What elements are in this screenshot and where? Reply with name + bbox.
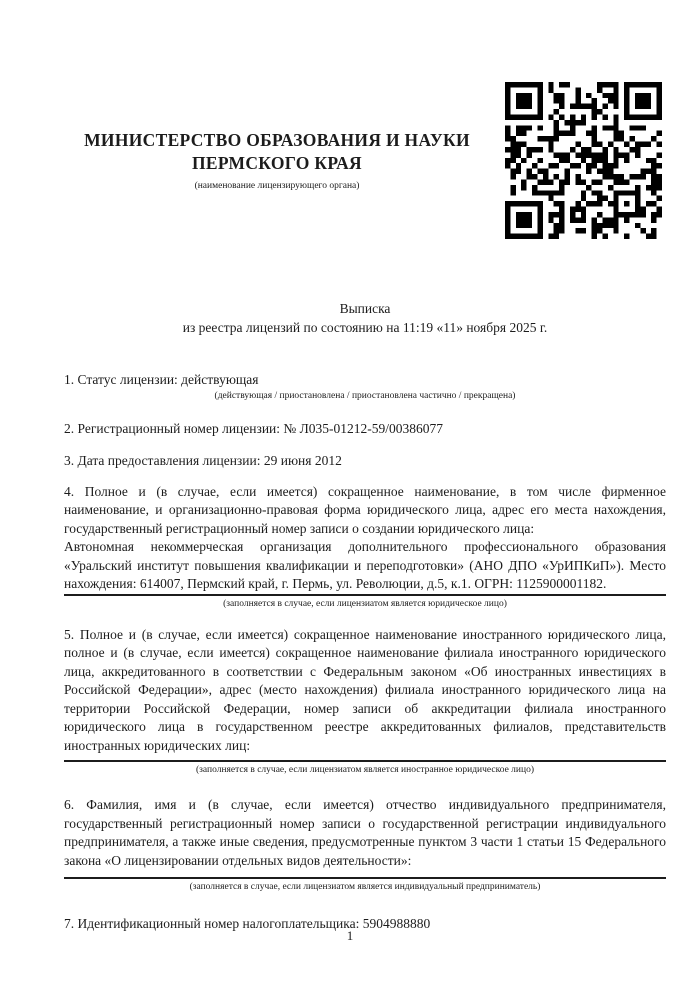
taxpayer-number-text: 7. Идентификационный номер налогоплательщика: 5904988880 [64, 916, 431, 931]
legal-entity-value: Автономная некоммерческая организация дополнительного профессионального образования «Уральский институт повышения квалификации и переподготовки» (АНО ДПО «УрИПКиП»). Место нахождения: 614007, Пермский край, г. Пермь, ул. Революции, д.5, к.1. ОГРН: 1125900001182. [64, 539, 666, 591]
item-entrepreneur [64, 796, 666, 893]
entrepreneur-caption: (заполняется в случае, если лицензиатом является индивидуальный предприниматель) [189, 882, 541, 892]
license-number-text: 2. Регистрационный номер лицензии: № Л035-01212-59/00386077 [64, 420, 444, 436]
foreign-entity-caption: (заполняется в случае, если лицензиатом является иностранное юридическое лицо) [196, 765, 534, 775]
document-title: Выписка [339, 301, 391, 316]
licensing-authority-line1: МИНИСТЕРСТВО ОБРАЗОВАНИЯ И НАУКИ [84, 130, 470, 150]
qr-code-image [505, 82, 662, 239]
foreign-entity-fill-line [64, 760, 666, 762]
document-body [64, 300, 666, 934]
legal-entity-fill-line [64, 594, 666, 596]
document-subtitle: из реестра лицензий по состоянию на 11:19 «11» ноября 2025 г. [182, 319, 548, 335]
legal-entity-caption: (заполняется в случае, если лицензиатом является юридическое лицо) [223, 598, 507, 609]
item-license-date [64, 452, 666, 471]
licensing-authority-caption: (наименование лицензирующего органа) [194, 181, 360, 191]
item-legal-entity [64, 483, 666, 610]
license-status-text: 1. Статус лицензии: действующая [64, 372, 259, 387]
page-number: 1 [346, 928, 354, 943]
legal-entity-label: 4. Полное и (в случае, если имеется) сокращенное наименование, в том числе фирменное наименование, и организационно-правовая форма юридического лица, адрес его места нахождения, государственный регистрационный номер записи о создании юридического лица: [64, 483, 666, 536]
foreign-entity-label: 5. Полное и (в случае, если имеется) сокращенное наименование иностранного юридического лица, полное и (в случае, если имеется) сокращенное наименование филиала иностранного юридического лица, аккредитованного в соответствии с Федеральным законом «Об иностранных инвестициях в Российской Федерации», адрес (место нахождения) филиала иностранного юридического лица на территории Российской Федерации, номер записи об аккредитации филиала иностранного юридического лица в государственном реестре аккредитованных филиалов, представительств иностранных юридических лиц: [64, 626, 666, 753]
entrepreneur-fill-line [64, 877, 666, 879]
license-date-text: 3. Дата предоставления лицензии: 29 июня 2012 [64, 453, 342, 468]
item-license-number [64, 420, 666, 439]
licensing-authority-name [64, 129, 490, 175]
licensing-authority-line2: ПЕРМСКОГО КРАЯ [192, 153, 362, 173]
license-status-options-caption: (действующая / приостановлена / приостановлена частично / прекращена) [214, 390, 516, 401]
item-license-status [64, 371, 666, 402]
item-foreign-entity [64, 626, 666, 777]
entrepreneur-label: 6. Фамилия, имя и (в случае, если имеется) отчество индивидуального предпринимателя, государственный регистрационный номер записи о государственной регистрации индивидуального предпринимателя, а также иные сведения, предусмотренные пунктом 3 части 1 статьи 15 Федерального закона «О лицензировании отдельных видов деятельности»: [64, 797, 666, 868]
